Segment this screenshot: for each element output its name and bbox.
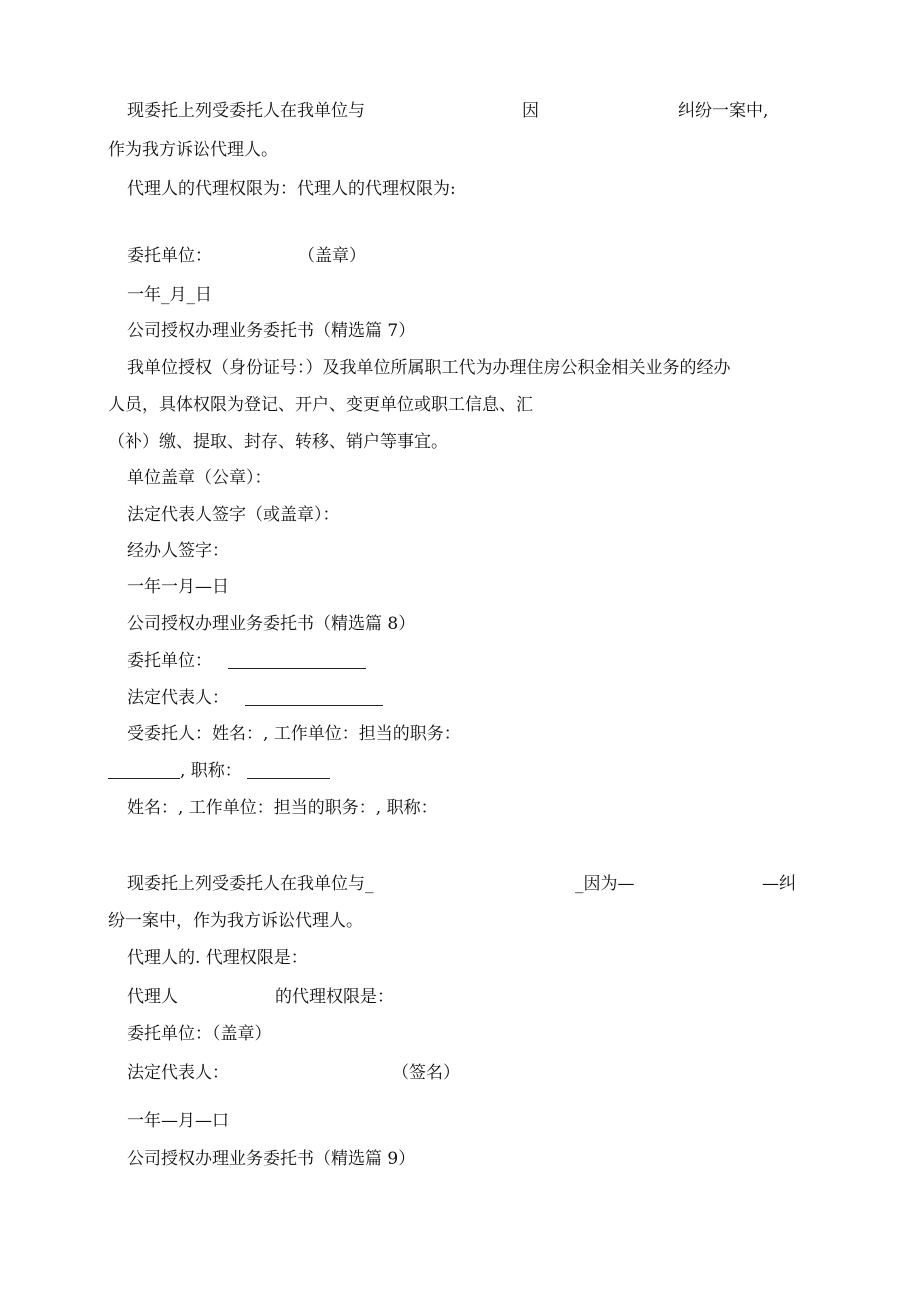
text-line: 代理人的. 代理权限是： bbox=[127, 948, 308, 968]
text-line: 纠纷一案中, bbox=[678, 101, 769, 121]
blank-field bbox=[228, 654, 366, 669]
date-line: 一年_月_日 bbox=[127, 285, 212, 305]
text-line: 代理人 bbox=[127, 987, 178, 1007]
text-line: 姓名：, 工作单位：担当的职务：, 职称： bbox=[127, 798, 438, 818]
text-line: 经办人签字： bbox=[127, 541, 229, 561]
text-line: 法定代表人签字（或盖章）： bbox=[127, 505, 340, 525]
section-heading: 公司授权办理业务委托书（精选篇 8） bbox=[127, 614, 416, 634]
text-line: （签名） bbox=[392, 1063, 460, 1083]
text-line: 委托单位：（盖章） bbox=[127, 1024, 272, 1044]
text-line: 法定代表人： bbox=[127, 688, 229, 708]
text-line: 代理人的代理权限为：代理人的代理权限为: bbox=[127, 179, 456, 199]
blank-field bbox=[245, 691, 383, 706]
text-line: 作为我方诉讼代理人。 bbox=[108, 140, 278, 160]
section-heading: 公司授权办理业务委托书（精选篇 9） bbox=[127, 1149, 416, 1169]
text-line: 纷一案中，作为我方诉讼代理人。 bbox=[108, 911, 363, 931]
text-line: 受委托人：姓名：, 工作单位：担当的职务： bbox=[127, 724, 461, 744]
blank-field bbox=[247, 764, 330, 779]
text-line: 单位盖章（公章）： bbox=[127, 468, 272, 488]
text-line: 委托单位： bbox=[127, 651, 212, 671]
text-line: 我单位授权（身份证号：）及我单位所属职工代为办理住房公积金相关业务的经办 bbox=[127, 358, 731, 378]
text-line: , 职称： bbox=[180, 761, 242, 781]
text-line: 法定代表人： bbox=[127, 1063, 229, 1083]
text-line: 现委托上列受委托人在我单位与 bbox=[127, 101, 365, 121]
date-line: 一年—月—口 bbox=[127, 1111, 229, 1131]
blank-field bbox=[108, 764, 180, 779]
section-heading: 公司授权办理业务委托书（精选篇 7） bbox=[127, 321, 416, 341]
text-line: 因 bbox=[522, 101, 539, 121]
text-line: _因为— bbox=[575, 874, 635, 894]
text-line: 现委托上列受委托人在我单位与_ bbox=[127, 874, 374, 894]
text-line: （盖章） bbox=[298, 246, 366, 266]
date-line: 一年一月—日 bbox=[127, 577, 229, 597]
text-line: —纠 bbox=[762, 874, 796, 894]
text-line: （补）缴、提取、封存、转移、销户等事宜。 bbox=[108, 432, 448, 452]
text-line: 委托单位： bbox=[127, 246, 212, 266]
text-line: 人员，具体权限为登记、开户、变更单位或职工信息、汇 bbox=[108, 395, 533, 415]
text-line: 的代理权限是： bbox=[275, 987, 394, 1007]
